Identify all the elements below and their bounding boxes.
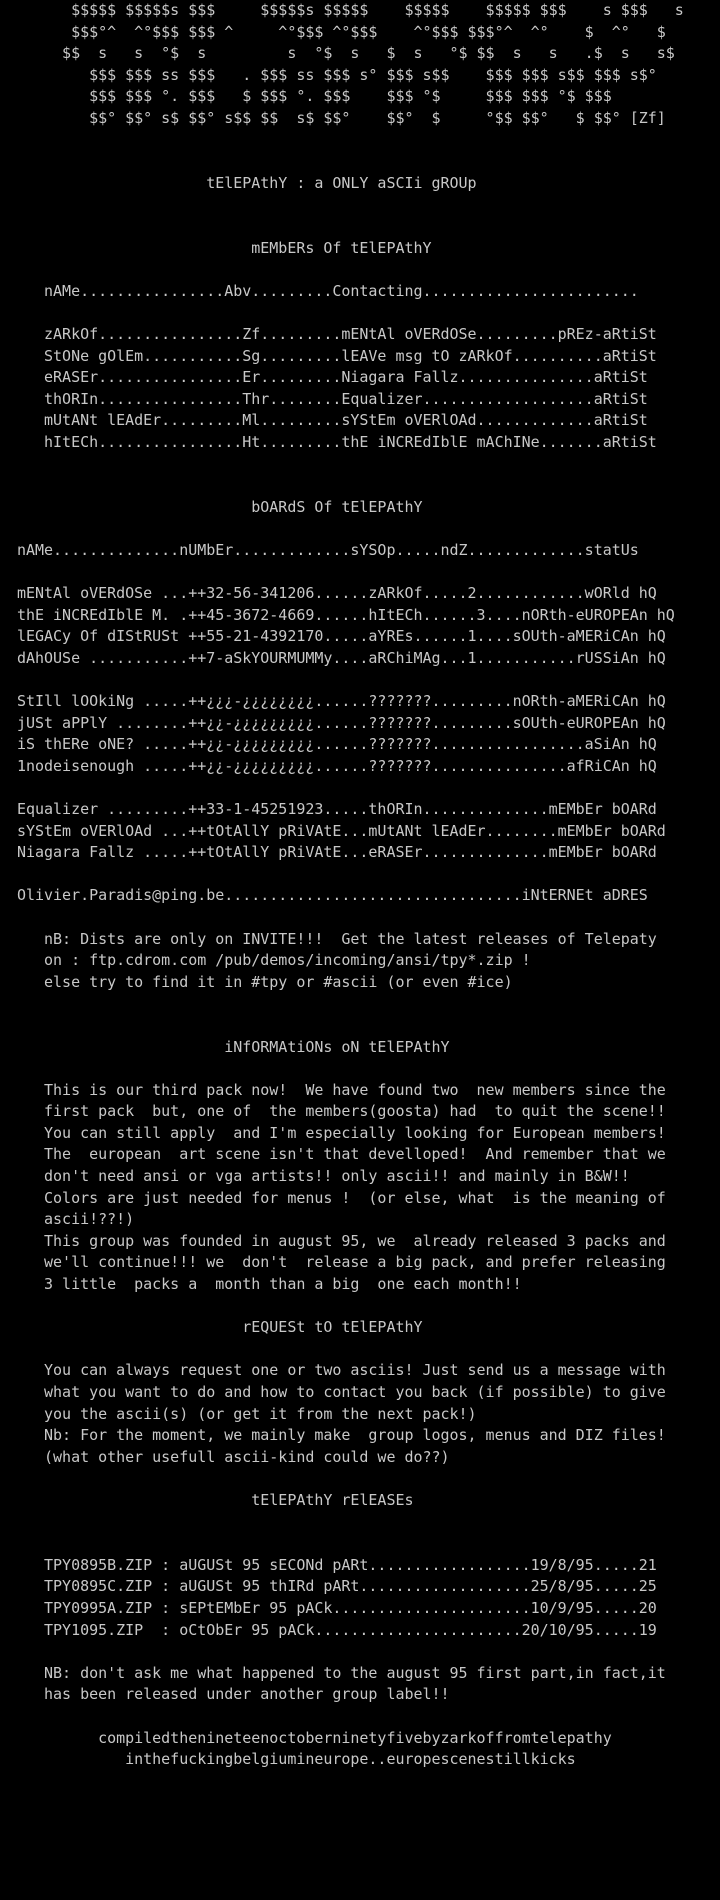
board-row: iS thERe oNE? .....++¿¿-¿¿¿¿¿¿¿¿¿......???????.................aSiAn hQ xyxy=(17,735,657,754)
member-row: hItECh................Ht.........thE iNCREdIblE mAChINe.......aRtiSt xyxy=(17,432,657,451)
info-paragraph-line: first pack but, one of the members(goosta) had to quit the scene!! xyxy=(17,1102,666,1121)
board-row: Niagara Fallz .....++tOtAllY pRiVAtE...eRASEr..............mEMbEr bOARd xyxy=(17,843,657,862)
spacer-line xyxy=(17,1512,684,1534)
spacer-line xyxy=(17,864,684,886)
telepathy-logo-art: $$$$$ $$$$$s $$$ $$$$$s $$$$$ $$$$$ $$$$$ $$$ s $$$ s $$$°^ ^°$$$ $$$ ^ ^°$$$ ^°$$$ ^°$$$ $$$°^ ^° $ ^° $ $$ s s °$ s s °$ s $ s °$ $$ s s .$ s s$ $$$ $$$ ss $$$ . $$$ ss $$$ s° $$$ s$$ $$$ $$$ s$$ $$$ s$° $$$ $$$ °. $$$ $ $$$ °. $$$ $$$ °$ $$$ $$$ °$ $$$ $$° $$° s$ $$° s$$ $$ s$ $$° $$° $ °$$ $$° $ $$° [Zf] xyxy=(62,1,684,127)
release-note-line: has been released under another group label!! xyxy=(17,1685,450,1704)
compiled-by-line: inthefuckingbelgiumineurope..europescenestillkicks xyxy=(17,1750,576,1769)
request-heading: rEQUESt tO tElEPAthY xyxy=(17,1318,423,1337)
spacer-line xyxy=(17,1296,684,1318)
board-row: 1nodeisenough .....++¿¿-¿¿¿¿¿¿¿¿¿......???????...............afRiCAn hQ xyxy=(17,756,657,775)
spacer-line xyxy=(17,453,684,475)
request-paragraph-line: Nb: For the moment, we mainly make group logos, menus and DIZ files! xyxy=(17,1426,666,1445)
spacer-line xyxy=(17,561,684,583)
spacer-line xyxy=(17,130,684,152)
spacer-line xyxy=(17,1015,684,1037)
spacer-line xyxy=(17,194,684,216)
member-row: mUtANt lEAdEr.........Ml.........sYStEm oVERlOAd.............aRtiSt xyxy=(17,411,648,430)
spacer-line xyxy=(17,1706,684,1728)
info-paragraph-line: The european art scene isn't that develloped! And remember that we xyxy=(17,1145,666,1164)
spacer-line xyxy=(17,302,684,324)
dist-note-line: else try to find it in #tpy or #ascii (or even #ice) xyxy=(17,972,513,991)
release-row: TPY0895B.ZIP : aUGUSt 95 sECONd pARt..................19/8/95.....21 xyxy=(17,1555,657,1574)
request-paragraph-line: what you want to do and how to contact you back (if possible) to give xyxy=(17,1383,666,1401)
spacer-line xyxy=(17,151,684,173)
spacer-line xyxy=(17,475,684,497)
release-row: TPY0995A.ZIP : sEPtEMbEr 95 pACk......................10/9/95.....20 xyxy=(17,1598,657,1617)
internet-address-row: Olivier.Paradis@ping.be.................................iNtERNEt aDRES xyxy=(17,886,648,905)
informations-heading: iNfORMAtiONs oN tElEPAthY xyxy=(17,1037,450,1056)
members-table-header: nAMe................Abv.........Contacting........................ xyxy=(17,281,639,300)
board-row: Equalizer .........++33-1-45251923.....thORIn..............mEMbEr bOARd xyxy=(17,799,657,818)
spacer-line xyxy=(17,1339,684,1361)
info-paragraph-line: 3 little packs a month than a big one each month!! xyxy=(17,1275,522,1294)
dist-note-line: on : ftp.cdrom.com /pub/demos/incoming/ansi/tpy*.zip ! xyxy=(17,951,531,970)
member-row: zARkOf................Zf.........mENtAl oVERdOSe.........pREz-aRtiSt xyxy=(17,324,657,343)
compiled-by-line: compiledthenineteenoctoberninetyfivebyzarkoffromtelepathy xyxy=(17,1728,612,1747)
spacer-line xyxy=(17,1533,684,1555)
release-row: TPY0895C.ZIP : aUGUSt 95 thIRd pARt...................25/8/95.....25 xyxy=(17,1577,657,1596)
releases-heading: tElEPAthY rElEASEs xyxy=(17,1490,414,1509)
member-row: eRASEr................Er.........Niagara Fallz...............aRtiSt xyxy=(17,368,648,387)
spacer-line xyxy=(17,1641,684,1663)
board-row: sYStEm oVERlOAd ...++tOtAllY pRiVAtE...mUtANt lEAdEr........mEMbEr bOARd xyxy=(17,821,666,840)
spacer-line xyxy=(17,777,684,799)
spacer-line xyxy=(17,518,684,540)
nfo-document xyxy=(17,0,684,1771)
spacer-line xyxy=(17,216,684,238)
board-row: dAhOUSe ...........++7-aSkYOURMUMMy....aRChiMAg...1...........rUSSiAn hQ xyxy=(17,648,666,667)
board-row: lEGACy Of dIStRUSt ++55-21-4392170.....aYREs......1....sOUth-aMERiCAn hQ xyxy=(17,627,666,646)
member-row: thORIn................Thr........Equalizer...................aRtiSt xyxy=(17,389,648,408)
info-paragraph-line: You can still apply and I'm especially looking for European members! xyxy=(17,1123,666,1142)
request-paragraph-line: (what other usefull ascii-kind could we do??) xyxy=(17,1447,450,1466)
board-row: jUSt aPPlY ........++¿¿-¿¿¿¿¿¿¿¿¿......???????.........sOUth-eUROPEAn hQ xyxy=(17,713,666,732)
info-paragraph-line: This is our third pack now! We have found two new members since the xyxy=(17,1080,666,1099)
spacer-line xyxy=(17,907,684,929)
board-row: StIll lOOkiNg .....++¿¿¿-¿¿¿¿¿¿¿¿......???????.........nORth-aMERiCAn hQ xyxy=(17,692,666,710)
info-paragraph-line: don't need ansi or vga artists!! only ascii!! and mainly in B&W!! xyxy=(17,1167,630,1186)
release-row: TPY1095.ZIP : oCtObEr 95 pACk.......................20/10/95.....19 xyxy=(17,1620,657,1639)
boards-table-header: nAMe..............nUMbEr.............sYSOp.....ndZ.............statUs xyxy=(17,540,639,559)
boards-heading: bOARdS Of tElEPAthY xyxy=(17,497,423,516)
info-paragraph-line: Colors are just needed for menus ! (or else, what is the meaning of xyxy=(17,1188,666,1207)
release-note-line: NB: don't ask me what happened to the august 95 first part,in fact,it xyxy=(17,1663,666,1682)
spacer-line xyxy=(17,669,684,691)
request-paragraph-line: You can always request one or two asciis! Just send us a message with xyxy=(17,1361,666,1380)
dist-note-line: nB: Dists are only on INVITE!!! Get the latest releases of Telepaty xyxy=(17,929,657,948)
members-heading: mEMbERs Of tElEPAthY xyxy=(17,238,432,257)
spacer-line xyxy=(17,259,684,281)
group-tagline: tElEPAthY : a ONLY aSCIi gROUp xyxy=(17,173,477,192)
member-row: StONe gOlEm...........Sg.........lEAVe msg tO zARkOf..........aRtiSt xyxy=(17,346,657,365)
info-paragraph-line: ascii!??!) xyxy=(17,1210,135,1229)
spacer-line xyxy=(17,1058,684,1080)
spacer-line xyxy=(17,993,684,1015)
request-paragraph-line: you the ascii(s) (or get it from the next pack!) xyxy=(17,1404,477,1423)
info-paragraph-line: This group was founded in august 95, we already released 3 packs and xyxy=(17,1231,666,1250)
board-row: thE iNCREdIblE M. .++45-3672-4669......hItECh......3....nORth-eUROPEAn hQ xyxy=(17,605,675,624)
info-paragraph-line: we'll continue!!! we don't release a big pack, and prefer releasing xyxy=(17,1253,666,1272)
board-row: mENtAl oVERdOSe ...++32-56-341206......zARkOf.....2............wORld hQ xyxy=(17,584,657,603)
spacer-line xyxy=(17,1468,684,1490)
